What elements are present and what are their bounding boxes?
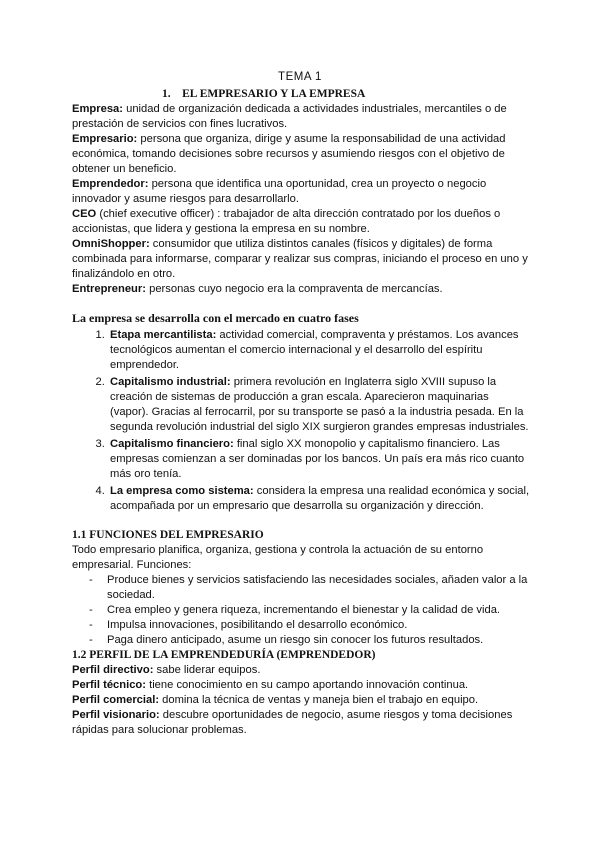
funcion-item: - Crea empleo y genera riqueza, incrementando el bienestar y la calidad de vida.	[89, 603, 530, 618]
definition-empresario: Empresario: persona que organiza, dirige y asume la responsabilidad de una actividad económica, tomando decisiones sobre recursos y asumiendo riesgos con el objetivo de obtener un beneficio.	[72, 133, 506, 175]
phases-heading: La empresa se desarrolla con el mercado en cuatro fases	[72, 311, 359, 325]
definition-entrepreneur: Entrepreneur: personas cuyo negocio era la compraventa de mercancías.	[72, 283, 443, 295]
definition-omnishopper: OmniShopper: consumidor que utiliza distintos canales (físicos y digitales) de forma combinada para informarse, comparar y realizar sus compras, iniciando el proceso en uno y finalizándolo en otro.	[72, 238, 528, 280]
definition-empresa: Empresa: unidad de organización dedicada a actividades industriales, mercantiles o de prestación de servicios con fines lucrativos.	[72, 103, 507, 130]
funciones-list	[72, 573, 530, 648]
perfil-directivo: Perfil directivo: sabe liderar equipos.	[72, 664, 261, 676]
perfil-comercial: Perfil comercial: domina la técnica de ventas y maneja bien el trabajo en equipo.	[72, 694, 479, 706]
definitions-block	[72, 102, 530, 297]
section-number: 1.	[162, 88, 171, 100]
perfil-heading: 1.2 PERFIL DE LA EMPRENDEDURÍA (EMPRENDEDOR)	[72, 649, 376, 661]
section-title: EL EMPRESARIO Y LA EMPRESA	[182, 88, 366, 100]
phase-item: 1. Etapa mercantilista: actividad comercial, compraventa y préstamos. Los avances tecnológicos aumentan el comercio internacional y el desarrollo del espíritu emprendedor.	[108, 328, 530, 373]
perfil-block	[72, 663, 530, 738]
section-heading-1	[162, 87, 530, 102]
funcion-item: - Impulsa innovaciones, posibilitando el desarrollo económico.	[89, 618, 530, 633]
phases-list	[72, 328, 530, 514]
perfil-visionario: Perfil visionario: descubre oportunidades de negocio, asume riesgos y toma decisiones rápidas para solucionar problemas.	[72, 709, 513, 736]
definition-emprendedor: Emprendedor: persona que identifica una oportunidad, crea un proyecto o negocio innovador y asume riesgos para desarrollarlo.	[72, 178, 487, 205]
perfil-tecnico: Perfil técnico: tiene conocimiento en su campo aportando innovación continua.	[72, 679, 469, 691]
funcion-item: - Paga dinero anticipado, asume un riesgo sin conocer los futuros resultados.	[89, 633, 530, 648]
document-body	[72, 86, 530, 738]
phase-item: 4. La empresa como sistema: considera la empresa una realidad económica y social, acompañada por un empresario que desarrolla su organización y dirección.	[108, 484, 530, 514]
funciones-heading: 1.1 FUNCIONES DEL EMPRESARIO	[72, 529, 264, 541]
phase-item: 2. Capitalismo industrial: primera revolución en Inglaterra siglo XVIII supuso la creación de sistemas de producción a gran escala. Aparecieron maquinarias (vapor). Gracias al ferrocarril, por su transporte se pasó a la industria pesada. En la segunda revolución industrial del siglo XIX surgieron grandes empresas industriales.	[108, 375, 530, 435]
definition-ceo: CEO (chief executive officer) : trabajador de alta dirección contratado por los dueños o accionistas, que lidera y gestiona la empresa en su nombre.	[72, 208, 501, 235]
funciones-intro: Todo empresario planifica, organiza, gestiona y controla la actuación de su entorno empresarial. Funciones:	[72, 544, 484, 571]
document-tema-title: TEMA 1	[278, 71, 322, 83]
phase-item: 3. Capitalismo financiero: final siglo XX monopolio y capitalismo financiero. Las empresas comienzan a ser dominadas por los bancos. Un país era más rico cuanto más oro tenía.	[108, 437, 530, 482]
funcion-item: - Produce bienes y servicios satisfaciendo las necesidades sociales, añaden valor a la sociedad.	[89, 573, 530, 603]
